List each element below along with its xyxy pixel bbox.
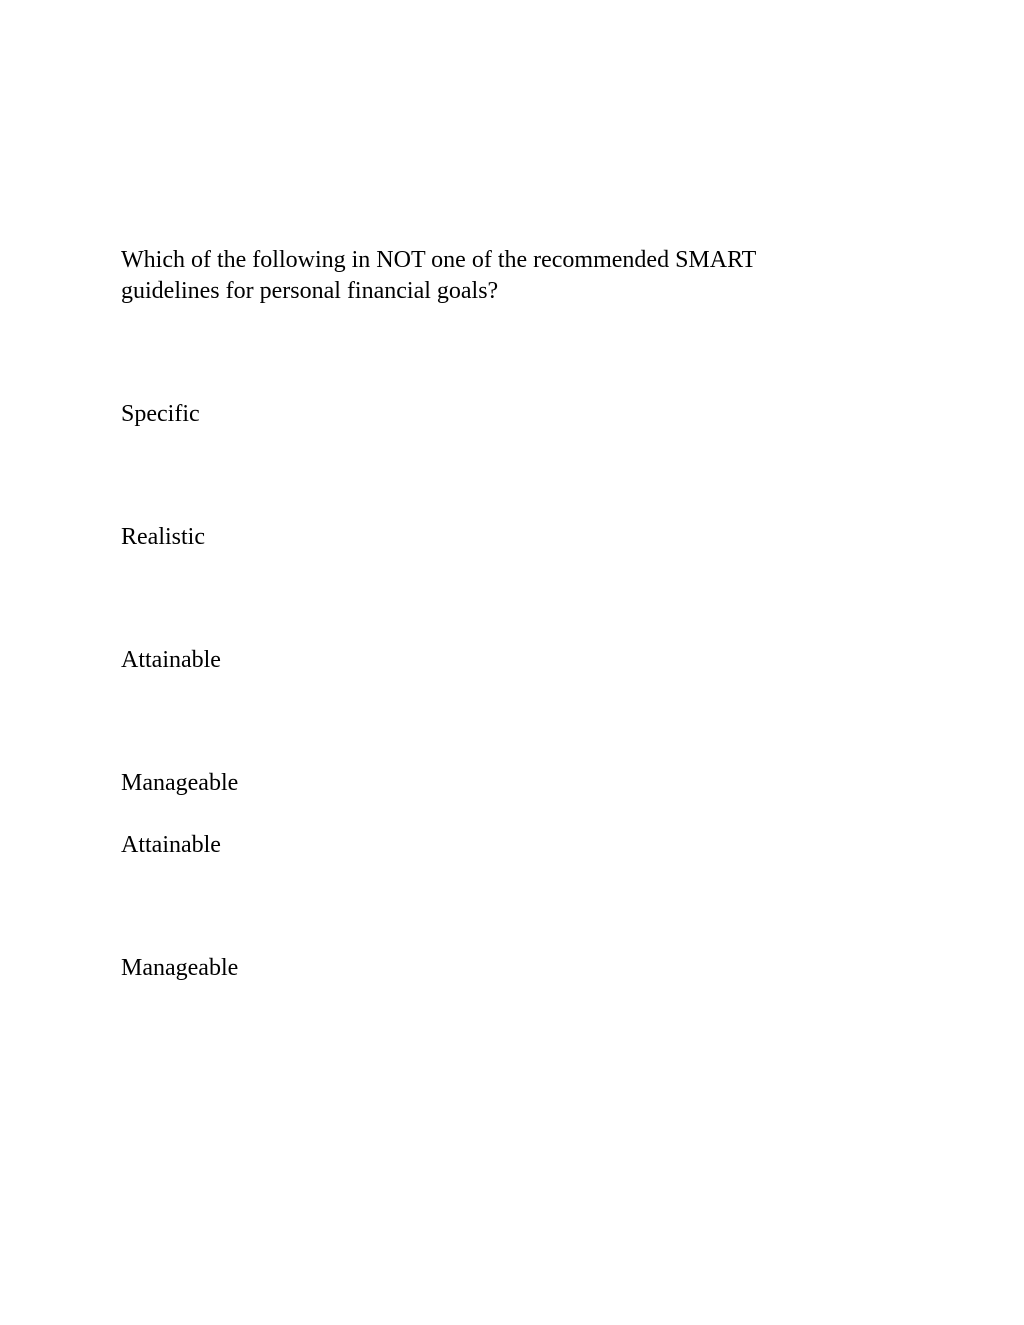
answer-option-attainable: Attainable [121,647,221,673]
answer-option-manageable-repeat: Manageable [121,955,239,981]
question-text-line-2: guidelines for personal financial goals? [121,278,499,304]
answer-option-realistic: Realistic [121,524,205,550]
answer-option-specific: Specific [121,401,200,427]
answer-option-manageable: Manageable [121,770,239,796]
question-text-line-1: Which of the following in NOT one of the recommended SMART [121,247,757,273]
answer-option-attainable-repeat: Attainable [121,832,221,858]
